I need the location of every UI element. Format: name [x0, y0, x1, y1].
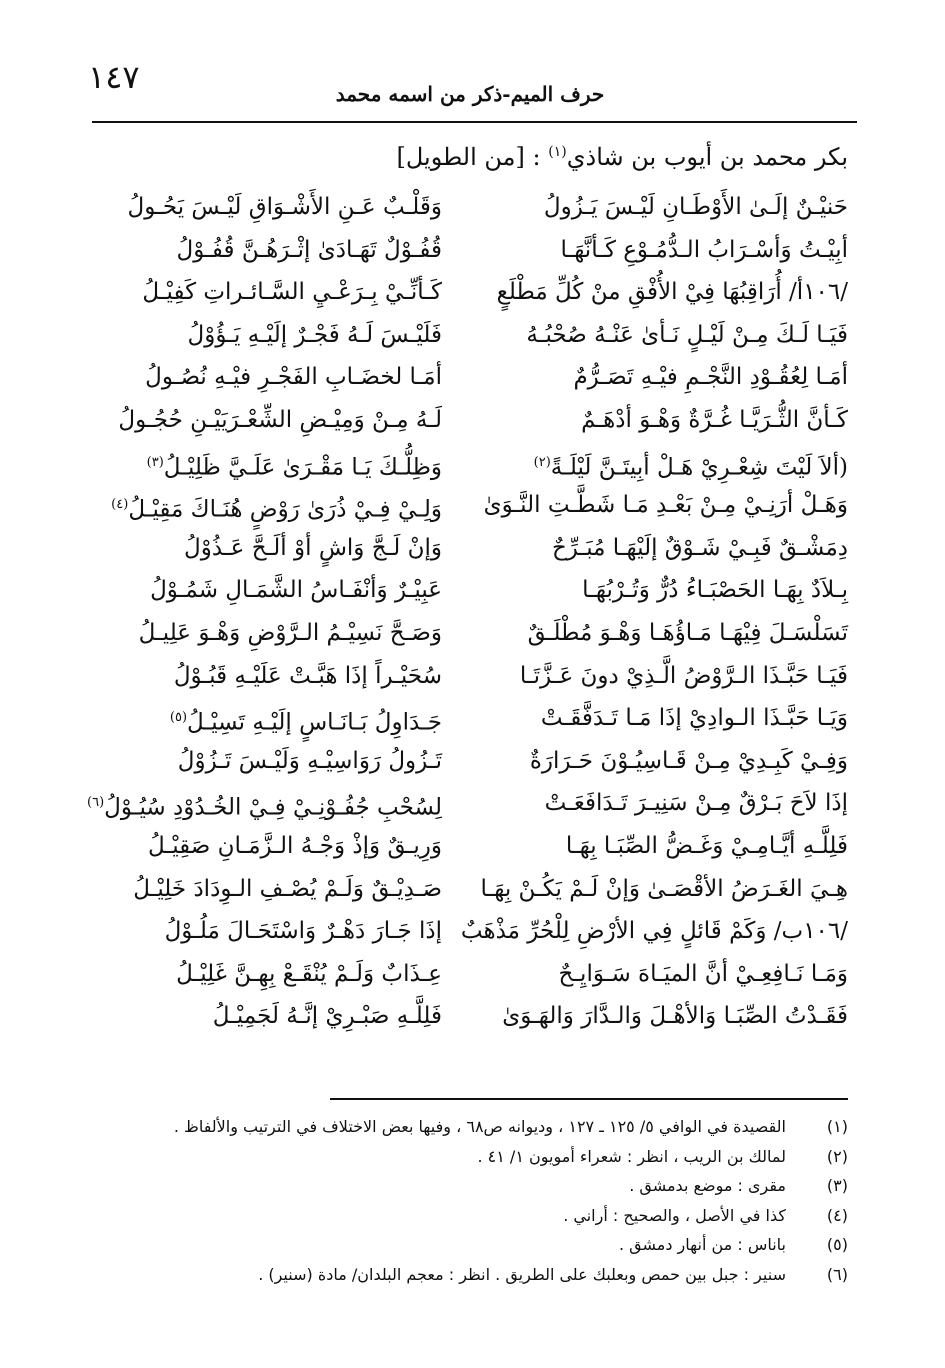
hemistich-text: وَيَـا حَبَّـذَا الـوادِيْ إذَا مَـا تَـدَفَّقَـتْ — [540, 705, 848, 732]
verse-second-hemistich — [92, 399, 442, 441]
running-head: حرف الميم-ذكر من اسمه محمد — [335, 82, 605, 106]
verse-second-hemistich — [87, 782, 442, 829]
hemistich-text: وَمَـا نَـافِعِـيْ أنَّ الميَـاهَ سَـوَايِـحٌ — [558, 960, 848, 987]
footnote-number: (٤) — [826, 1205, 848, 1225]
verse-second-hemistich — [92, 314, 442, 356]
verse-second-hemistich — [92, 612, 442, 654]
footnote-ref: (٣) — [146, 454, 164, 470]
footnote-number: (١) — [826, 1117, 848, 1136]
hemistich-text: تَـزُولُ رَوَاسِيْـهِ وَلَيْـسَ تَـزُوْلُ — [177, 747, 442, 774]
footnote-number: (٣) — [826, 1176, 848, 1195]
verse-first-hemistich — [483, 484, 848, 526]
verse-second-hemistich — [92, 442, 442, 489]
footnote — [160, 1230, 848, 1260]
verse-first-hemistich — [518, 356, 848, 398]
verse-row — [92, 825, 848, 868]
verse-second-hemistich — [92, 569, 442, 611]
verse-first-hemistich — [518, 655, 848, 697]
footnote-number: (٦) — [826, 1264, 848, 1284]
hemistich-text: لِسُحْبِ جُفُـوْنِـيْ فِـيْ الخُـدُوْدِ سُيُـوْلُ — [104, 794, 442, 821]
verse-first-hemistich — [518, 186, 848, 228]
hemistich-text: فَلِلَّـهِ أيَّـامِـيْ وَغَـضُّ الصِّبَـا بِهَـا — [565, 832, 848, 859]
hemistich-text: تَسَلْسَـلَ فِيْهَـا مَـاؤُهَـا وَهْـوَ مُطْلَـقٌ — [527, 619, 848, 646]
verse-second-hemistich — [92, 229, 442, 271]
verse-second-hemistich — [92, 356, 442, 398]
hemistich-text: وَرِيـقٌ وَإذْ وَجْـهُ الـزَّمَـانِ صَقِيْـلُ — [148, 832, 442, 859]
hemistich-text: صَـدِيْـقٌ وَلَـمْ يُصْـفِ الـوِدَادَ خَلِيْـلُ — [133, 875, 442, 902]
verse-row — [92, 399, 848, 442]
hemistich-text: هِـيَ الغَـرَضُ الأقْصَـىٰ وَإنْ لَـمْ يَكُـنْ بِهَـا — [480, 875, 848, 902]
footnote-number: (٥) — [826, 1235, 848, 1254]
hemistich-text: عَبِيْـرٌ وَأنْفَـاسُ الشَّمَـالِ شَمُـوْلُ — [150, 577, 442, 604]
verse-first-hemistich — [518, 399, 848, 441]
footnote-text: كذا في الأصل ، والصحيح : أراني . — [563, 1205, 786, 1225]
verse-row — [92, 697, 848, 740]
verse-row — [92, 910, 848, 953]
verse-row — [92, 186, 848, 229]
hemistich-text: وَهَـلْ أرَنِـيْ مِـنْ بَعْـدِ مَـا شَطَّـتِ النَّـوَىٰ — [483, 492, 848, 519]
footnote-ref: (٦) — [87, 795, 105, 811]
verse-first-hemistich — [518, 612, 848, 654]
verse-first-hemistich — [502, 995, 848, 1037]
verse-first-hemistich — [518, 569, 848, 611]
verse-row — [92, 527, 848, 570]
hemistich-text: فَلَيْـسَ لَـهُ فَجْـرٌ إلَيْـهِ يَـؤُوْلُ — [187, 321, 442, 348]
hemistich-text: دِمَشْـقٌ فَبِـيْ شَـوْقٌ إلَيْهَـا مُبَـرِّحٌ — [551, 534, 848, 561]
verse-second-hemistich — [92, 740, 442, 782]
verse-first-hemistich — [480, 868, 848, 910]
hemistich-text: فَيَـا حَبَّـذَا الـرَّوْضُ الَّـذِيْ دونَ عَـزَّتَـا — [519, 662, 848, 689]
verse-first-hemistich — [518, 825, 848, 867]
poem — [87, 186, 848, 1038]
hemistich-text: قُفُـوْلٌ تَهَـادَىٰ إثْـرَهُـنَّ قُفُـوْلُ — [176, 236, 442, 263]
footnote-ref: (١) — [548, 144, 567, 160]
footnote — [160, 1142, 848, 1172]
verse-second-hemistich — [92, 697, 442, 744]
poem-intro — [148, 143, 848, 171]
hemistich-text: /١٠٦أ/ أُرَاقِبُهَا فِيْ الأُفْقِ منْ كُلِّ مَطْلَعٍ — [496, 279, 848, 306]
poet-name: بكر محمد بن أيوب بن شاذي — [566, 143, 848, 171]
hemistich-text: كَـأنَّ الثُّـرَيَّـا غُـرَّةٌ وَهْـوَ أدْهَـمٌ — [581, 406, 848, 433]
footnote-text: سنير : جبل بين حمص وبعلبك على الطريق . انظر : معجم البلدان/ مادة (سنير) . — [258, 1264, 786, 1284]
footnotes — [160, 1112, 848, 1289]
hemistich-text: فَيَـا لَـكَ مِـنْ لَيْـلٍ نَـأىٰ عَنْـهُ صُحْبُـهُ — [526, 321, 848, 348]
hemistich-text: فَلِلَّـهِ صَبْـرِيْ إنَّـهُ لَجَمِيْـلُ — [212, 1003, 442, 1030]
verse-row — [92, 271, 848, 314]
verse-second-hemistich — [92, 527, 442, 569]
verse-row — [92, 229, 848, 272]
verse-first-hemistich — [518, 740, 848, 782]
footnote-ref: (٥) — [169, 710, 188, 726]
hemistich-text: وَقَلْـبٌ عَـنِ الأَشْـوَاقِ لَيْـسَ يَحُـولُ — [127, 194, 442, 220]
verse-first-hemistich — [518, 229, 848, 271]
verse-first-hemistich — [518, 697, 848, 739]
hemistich-text: جَـدَاوِلُ بَـانَـاسٍ إلَيْـهِ تَسِيْـلُ — [187, 709, 442, 736]
verse-first-hemistich — [518, 314, 848, 356]
verse-second-hemistich — [92, 995, 442, 1037]
footnote-ref: (٤) — [111, 497, 129, 513]
footnote — [160, 1171, 848, 1201]
verse-row — [92, 655, 848, 698]
hemistich-text: حَنيْـنٌ إلَـىٰ الأَوْطَـانِ لَيْـسَ يَـزُولُ — [543, 194, 848, 220]
hemistich-text: عِـذَابٌ وَلَـمْ يُنْقَـعْ بِهِـنَّ غَلِيْـلُ — [176, 960, 442, 987]
verse-row — [87, 782, 848, 825]
hemistich-text: أمَـا لِعُقُـوْدِ النَّجْـمِ فيْـهِ تَصَـرُّمٌ — [573, 364, 848, 391]
verse-row — [92, 484, 848, 527]
verse-row — [92, 612, 848, 655]
footnote-ref: (٢) — [533, 454, 551, 470]
verse-row — [92, 953, 848, 996]
footnote — [160, 1201, 848, 1231]
verse-row — [92, 995, 848, 1038]
verse-first-hemistich — [518, 442, 848, 489]
verse-second-hemistich — [92, 868, 442, 910]
hemistich-text: سُحَيْـراً إذَا هَبَّـتْ عَلَيْـهِ قَبُـوْلُ — [173, 662, 442, 689]
verse-row — [92, 356, 848, 399]
verse-row — [92, 442, 848, 485]
hemistich-text: فَقَـدْتُ الصِّبَـا وَالأهْـلَ وَالـدَّارَ وَالهَـوَىٰ — [502, 1003, 848, 1030]
page-number: ١٤٧ — [88, 58, 140, 96]
footnote-rule — [330, 1098, 848, 1100]
verse-first-hemistich — [496, 271, 848, 313]
meter-label: : [من الطويل] — [396, 143, 541, 171]
hemistich-text: وَظِلُّـكَ يَـا مَقْـرَىٰ عَلَـيَّ ظَلِيْـلُ — [163, 454, 442, 481]
footnote-text: القصيدة في الوافي ٥/ ١٢٥ ـ ١٢٧ ، وديوانه ص٦٨ ، وفيها بعض الاختلاف في الترتيب والألفاظ . — [173, 1117, 786, 1136]
verse-second-hemistich — [92, 655, 442, 697]
hemistich-text: إذَا جَـارَ دَهْـرٌ وَاسْتَحَـالَ مَلُـوْلُ — [164, 918, 442, 945]
verse-first-hemistich — [460, 910, 848, 952]
hemistich-text: إذَا لاَحَ بَـرْقٌ مِـنْ سَنِيـرَ تَـدَافَعَـتْ — [544, 790, 848, 817]
header-rule — [92, 121, 857, 123]
verse-row — [92, 569, 848, 612]
verse-second-hemistich — [92, 910, 442, 952]
verse-first-hemistich — [518, 953, 848, 995]
hemistich-text: وَإنْ لَـجَّ وَاشٍ أوْ ألَـحَّ عَـذُوْلُ — [184, 534, 442, 561]
hemistich-text: كَـأنِّـيْ بِـرَعْـيِ السَّـائـراتِ كَفِيْـلُ — [142, 279, 442, 306]
verse-row — [92, 314, 848, 357]
footnote-number: (٢) — [826, 1146, 848, 1166]
hemistich-text: وَلِـيْ فِـيْ ذُرَىٰ رَوْضٍ هُنَـاكَ مَقِيْـلُ — [128, 496, 442, 523]
verse-second-hemistich — [92, 271, 442, 313]
hemistich-text: وَصَـحَّ نَسِيْـمُ الـرَّوْضِ وَهْـوَ عَلِيـلُ — [138, 619, 442, 646]
verse-row — [92, 868, 848, 911]
hemistich-text: /١٠٦ب/ وَكَمْ قَائلٍ فِي الأرْضِ لِلْحُرِّ مَذْهَبٌ — [460, 918, 848, 945]
verse-first-hemistich — [518, 527, 848, 569]
verse-row — [92, 740, 848, 783]
verse-second-hemistich — [92, 953, 442, 995]
footnote — [160, 1260, 848, 1290]
verse-second-hemistich — [92, 186, 442, 228]
hemistich-text: لَـهُ مِـنْ وَمِيْـضِ الشِّعْـرَيَيْـنِ حُجُـولُ — [118, 406, 442, 433]
hemistich-text: (ألاَ لَيْتَ شِعْـرِيْ هَـلْ أبِيتَـنَّ لَيْلَـةً — [550, 454, 848, 481]
footnote — [160, 1112, 848, 1142]
footnote-text: باناس : من أنهار دمشق . — [618, 1235, 786, 1254]
footnote-text: لمالك بن الريب ، انظر : شعراء أمويون ١/ ٤١ . — [477, 1146, 786, 1166]
verse-second-hemistich — [92, 825, 442, 867]
hemistich-text: بِـلاَدٌ بِهَـا الحَصْبَـاءُ دُرٌّ وَتُـرْبُهَـا — [582, 577, 848, 604]
hemistich-text: أمَـا لخضَـابِ الفَجْـرِ فيْـهِ نُصُـولُ — [145, 364, 442, 391]
verse-first-hemistich — [518, 782, 848, 824]
footnote-text: مقرى : موضع بدمشق . — [629, 1176, 786, 1195]
verse-second-hemistich — [92, 484, 442, 531]
hemistich-text: وَفِـيْ كَبِـدِيْ مِـنْ قَـاسِيُـوْنَ حَـرَارَةٌ — [529, 747, 848, 774]
hemistich-text: أبِيْـتُ وَأسْـرَابُ الـدُّمُـوْعِ كَـأنَّهَـا — [560, 236, 848, 263]
